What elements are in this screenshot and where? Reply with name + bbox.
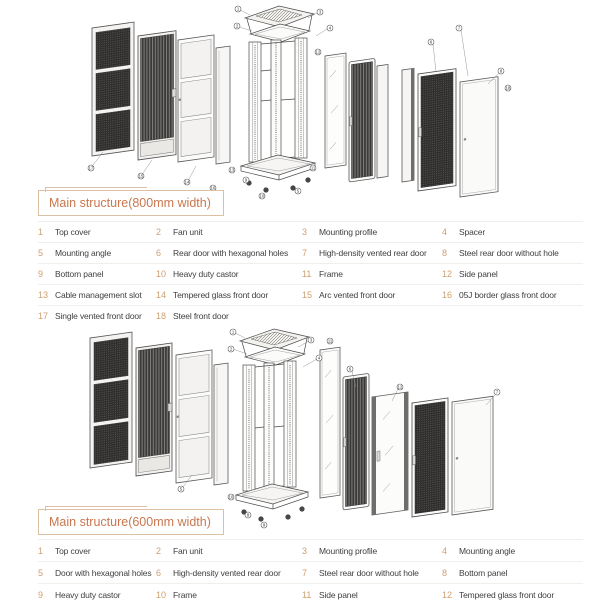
part-item bbox=[38, 227, 156, 237]
steel-door-graphic bbox=[452, 396, 493, 515]
part-number: 2 bbox=[156, 545, 162, 556]
part-number: 9 bbox=[38, 269, 44, 279]
callout bbox=[308, 337, 314, 343]
frame-graphic bbox=[249, 38, 307, 162]
svg-text:10: 10 bbox=[259, 193, 265, 199]
mesh-rear-door-graphic bbox=[412, 398, 448, 517]
svg-text:13: 13 bbox=[229, 167, 235, 173]
part-number: 5 bbox=[38, 567, 44, 578]
svg-text:14: 14 bbox=[184, 179, 190, 185]
top-cover-graphic bbox=[240, 329, 309, 365]
part-label: High-density vented rear door bbox=[173, 567, 281, 578]
svg-text:3: 3 bbox=[309, 337, 313, 343]
part-item bbox=[442, 290, 583, 300]
part-number: 1 bbox=[38, 227, 44, 237]
part-number: 11 bbox=[302, 269, 312, 279]
callout bbox=[178, 486, 184, 492]
part-item bbox=[442, 568, 583, 578]
callout bbox=[229, 167, 235, 173]
part-label: Door with hexagonal holes bbox=[55, 567, 152, 578]
thin-panel-graphic bbox=[402, 68, 414, 182]
callout bbox=[88, 165, 94, 171]
part-label: 05J border glass front door bbox=[459, 290, 557, 300]
callout bbox=[245, 512, 251, 518]
part-number: 17 bbox=[38, 311, 49, 321]
parts-list-800mm bbox=[38, 221, 583, 326]
svg-text:7: 7 bbox=[495, 389, 499, 395]
svg-text:8: 8 bbox=[499, 68, 503, 74]
callout bbox=[456, 25, 462, 31]
part-item bbox=[38, 546, 156, 556]
part-item bbox=[302, 546, 442, 556]
hexagonal-door-graphic bbox=[176, 350, 212, 483]
callout bbox=[498, 68, 504, 74]
parts-row bbox=[38, 539, 583, 561]
part-item bbox=[442, 546, 583, 556]
mesh-rear-door-graphic bbox=[418, 69, 456, 191]
svg-text:4: 4 bbox=[328, 25, 332, 31]
mesh-panel-graphic bbox=[92, 22, 134, 156]
callout bbox=[315, 49, 321, 55]
parts-list-600mm bbox=[38, 539, 583, 605]
callout bbox=[235, 6, 241, 12]
callout bbox=[184, 179, 190, 185]
part-label: Tempered glass front door bbox=[459, 589, 554, 600]
part-item bbox=[38, 269, 156, 279]
part-item bbox=[302, 290, 442, 300]
top-cover-graphic bbox=[245, 6, 314, 42]
spacer-panel-graphic bbox=[214, 363, 228, 485]
part-item bbox=[156, 248, 302, 258]
part-item bbox=[442, 248, 583, 258]
slat-vented-door-graphic bbox=[136, 343, 172, 476]
part-label: Fan unit bbox=[173, 545, 203, 556]
svg-text:10: 10 bbox=[228, 494, 234, 500]
exploded-diagram-600mm bbox=[0, 325, 600, 535]
svg-text:1: 1 bbox=[236, 6, 240, 12]
part-label: Mounting angle bbox=[55, 248, 112, 258]
parts-row bbox=[38, 263, 583, 284]
part-item bbox=[442, 227, 583, 237]
callout bbox=[234, 23, 240, 29]
part-label: Heavy duty castor bbox=[173, 269, 239, 279]
part-number: 18 bbox=[156, 311, 167, 321]
part-number: 6 bbox=[156, 567, 162, 578]
part-number: 11 bbox=[302, 589, 312, 600]
frame-graphic bbox=[243, 361, 296, 491]
part-item bbox=[38, 290, 156, 300]
svg-text:5: 5 bbox=[179, 486, 183, 492]
part-label: Frame bbox=[173, 589, 197, 600]
part-item bbox=[442, 590, 583, 600]
part-label: Bottom panel bbox=[459, 567, 508, 578]
part-number: 10 bbox=[156, 589, 167, 600]
part-item bbox=[156, 590, 302, 600]
svg-text:7: 7 bbox=[457, 25, 461, 31]
part-label: Top cover bbox=[55, 545, 91, 556]
part-item bbox=[302, 248, 442, 258]
part-number: 12 bbox=[442, 589, 453, 600]
part-label: Top cover bbox=[55, 227, 91, 237]
part-number: 3 bbox=[302, 545, 308, 556]
exploded-diagram-800mm bbox=[0, 0, 600, 215]
callout bbox=[327, 25, 333, 31]
callout bbox=[259, 193, 265, 199]
part-label: Steel rear door without hole bbox=[319, 567, 419, 578]
part-label: Side panel bbox=[319, 589, 358, 600]
part-label: Fan unit bbox=[173, 227, 203, 237]
svg-text:1: 1 bbox=[231, 329, 235, 335]
svg-text:16: 16 bbox=[210, 185, 216, 191]
svg-text:6: 6 bbox=[429, 39, 433, 45]
parts-row bbox=[38, 583, 583, 605]
callout bbox=[295, 188, 301, 194]
tempered-glass-door-graphic bbox=[372, 392, 408, 515]
steel-door-graphic bbox=[460, 77, 498, 197]
part-number: 1 bbox=[38, 545, 44, 556]
part-item bbox=[302, 568, 442, 578]
part-label: Steel rear door without hole bbox=[459, 248, 559, 258]
part-number: 4 bbox=[442, 545, 448, 556]
thin-panel-graphic bbox=[377, 64, 388, 178]
part-number: 7 bbox=[302, 248, 308, 258]
callout bbox=[317, 9, 323, 15]
part-label: Bottom panel bbox=[55, 269, 104, 279]
svg-text:2: 2 bbox=[229, 346, 233, 352]
slat-vented-door-graphic bbox=[138, 31, 176, 160]
part-item bbox=[302, 227, 442, 237]
part-number: 9 bbox=[38, 589, 44, 600]
section-heading-800mm: Main structure(800mm width) bbox=[38, 190, 224, 216]
part-item bbox=[302, 269, 442, 279]
callout bbox=[505, 85, 511, 91]
part-number: 7 bbox=[302, 567, 308, 578]
callout bbox=[397, 384, 403, 390]
part-item bbox=[156, 568, 302, 578]
part-number: 13 bbox=[38, 290, 49, 300]
svg-text:11: 11 bbox=[310, 165, 316, 171]
callout bbox=[428, 39, 434, 45]
svg-text:6: 6 bbox=[348, 366, 352, 372]
callout bbox=[347, 366, 353, 372]
parts-row bbox=[38, 242, 583, 263]
callout bbox=[316, 355, 322, 361]
callout bbox=[228, 346, 234, 352]
parts-row bbox=[38, 284, 583, 305]
part-label: Frame bbox=[319, 269, 343, 279]
spacer-panel-graphic bbox=[216, 46, 230, 164]
part-label: Side panel bbox=[459, 269, 498, 279]
part-number: 15 bbox=[302, 290, 313, 300]
part-item bbox=[156, 290, 302, 300]
svg-text:3: 3 bbox=[318, 9, 322, 15]
callout bbox=[230, 329, 236, 335]
svg-text:2: 2 bbox=[235, 23, 239, 29]
part-label: Steel front door bbox=[173, 311, 229, 321]
svg-text:18: 18 bbox=[505, 85, 511, 91]
part-label: Rear door with hexagonal holes bbox=[173, 248, 289, 258]
part-number: 6 bbox=[156, 248, 162, 258]
part-label: Heavy duty castor bbox=[55, 589, 121, 600]
part-item bbox=[156, 227, 302, 237]
part-number: 3 bbox=[302, 227, 308, 237]
svg-text:12: 12 bbox=[397, 384, 403, 390]
part-number: 10 bbox=[156, 269, 167, 279]
part-number: 5 bbox=[38, 248, 44, 258]
part-label: Mounting profile bbox=[319, 545, 378, 556]
mesh-panel-graphic bbox=[90, 332, 132, 468]
svg-text:11: 11 bbox=[327, 338, 333, 344]
part-number: 14 bbox=[156, 290, 167, 300]
svg-text:9: 9 bbox=[262, 522, 266, 528]
part-label: Tempered glass front door bbox=[173, 290, 268, 300]
parts-row bbox=[38, 221, 583, 242]
part-item bbox=[156, 269, 302, 279]
callout bbox=[261, 522, 267, 528]
part-label: Mounting profile bbox=[319, 227, 378, 237]
part-item bbox=[38, 590, 156, 600]
glass-panel-graphic bbox=[317, 347, 340, 498]
svg-text:17: 17 bbox=[88, 165, 94, 171]
part-number: 4 bbox=[442, 227, 448, 237]
callout bbox=[228, 494, 234, 500]
vented-rear-door-graphic bbox=[343, 373, 369, 510]
part-item bbox=[156, 311, 302, 321]
vented-rear-door-graphic bbox=[349, 58, 375, 182]
svg-text:4: 4 bbox=[317, 355, 321, 361]
part-number: 8 bbox=[442, 567, 448, 578]
part-number: 16 bbox=[442, 290, 453, 300]
part-label: High-density vented rear door bbox=[319, 248, 427, 258]
part-number: 12 bbox=[442, 269, 453, 279]
glass-panel-graphic bbox=[325, 53, 346, 168]
part-label: Spacer bbox=[459, 227, 486, 237]
svg-text:9: 9 bbox=[244, 177, 248, 183]
part-label: Mounting angle bbox=[459, 545, 516, 556]
svg-text:8: 8 bbox=[246, 512, 250, 518]
part-number: 8 bbox=[442, 248, 448, 258]
svg-text:5: 5 bbox=[296, 188, 300, 194]
part-label: Single vented front door bbox=[55, 311, 142, 321]
callout bbox=[494, 389, 500, 395]
part-number: 2 bbox=[156, 227, 162, 237]
part-item bbox=[38, 568, 156, 578]
part-item bbox=[156, 546, 302, 556]
callout bbox=[327, 338, 333, 344]
part-item bbox=[302, 590, 442, 600]
part-label: Arc vented front door bbox=[319, 290, 396, 300]
part-item bbox=[442, 269, 583, 279]
svg-text:15: 15 bbox=[138, 173, 144, 179]
callout bbox=[310, 165, 316, 171]
part-label: Cable management slot bbox=[55, 290, 142, 300]
part-item bbox=[38, 311, 156, 321]
callout bbox=[243, 177, 249, 183]
section-heading-600mm: Main structure(600mm width) bbox=[38, 509, 224, 535]
hexagonal-door-graphic bbox=[178, 35, 214, 162]
parts-row bbox=[38, 561, 583, 583]
parts-row bbox=[38, 305, 583, 326]
part-item bbox=[38, 248, 156, 258]
svg-text:12: 12 bbox=[315, 49, 321, 55]
callout bbox=[138, 173, 144, 179]
